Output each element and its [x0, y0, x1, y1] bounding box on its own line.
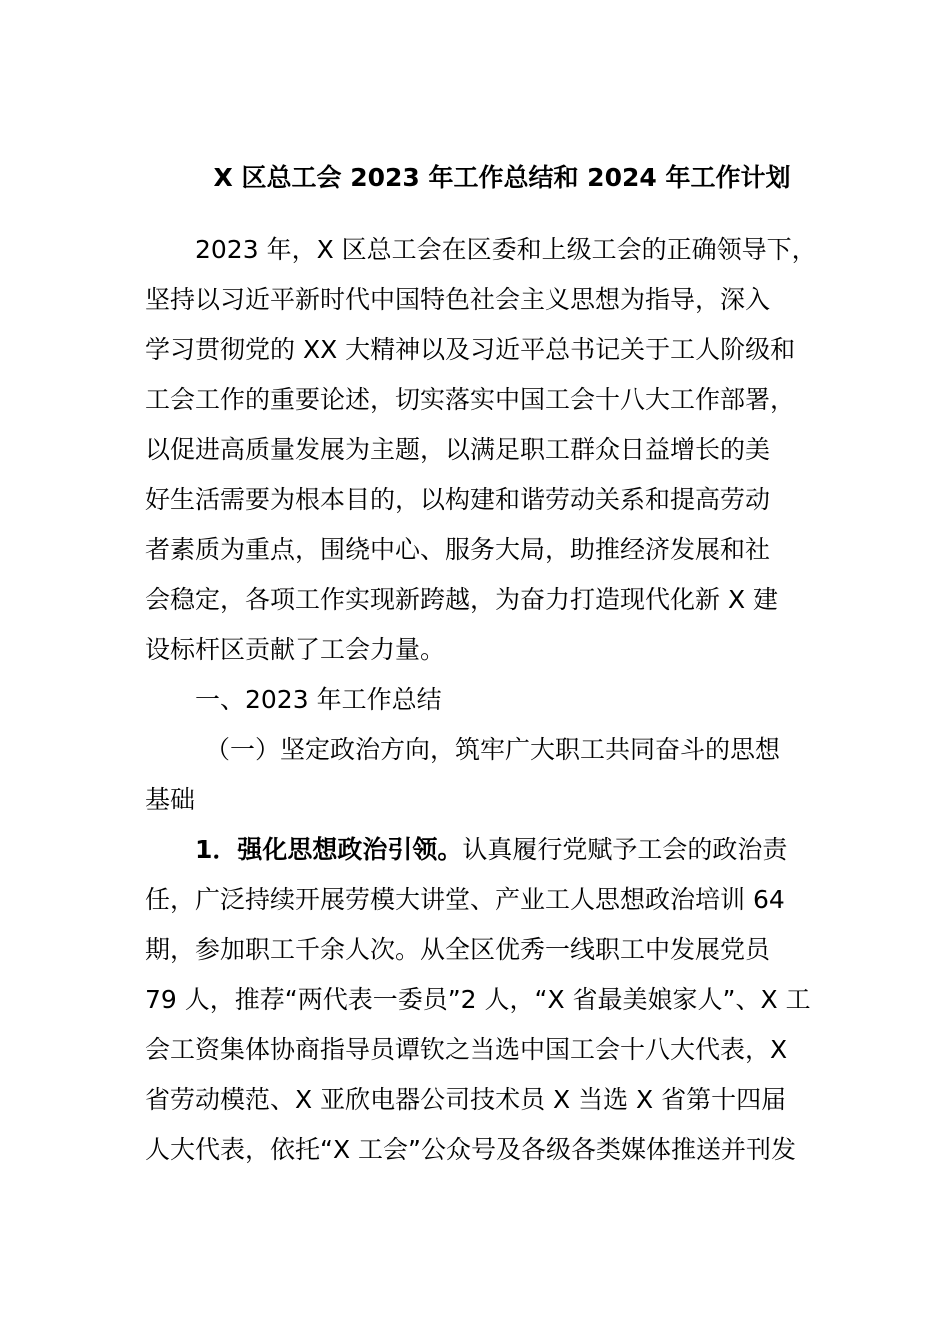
document-title: X 区总工会 2023 年工作总结和 2024 年工作计划 — [213, 163, 791, 192]
item-1-line-6: 省劳动模范、X 亚欣电器公司技术员 X 当选 X 省第十四届 — [145, 1085, 787, 1114]
item-1-line-3: 期，参加职工千余人次。从全区优秀一线职工中发展党员 — [145, 935, 771, 964]
intro-line-9: 设标杆区贡献了工会力量。 — [145, 635, 446, 664]
item-1-first-text: 认真履行党赋予工会的政治责 — [462, 835, 788, 864]
intro-line-3: 学习贯彻党的 XX 大精神以及习近平总书记关于工人阶级和 — [145, 335, 796, 364]
subsection-heading-line-2: 基础 — [145, 785, 196, 814]
intro-line-4: 工会工作的重要论述，切实落实中国工会十八大工作部署， — [145, 385, 796, 414]
item-1-heading: 1．强化思想政治引领。 — [195, 835, 463, 864]
item-1-line-5: 会工资集体协商指导员谭钦之当选中国工会十八大代表，X — [145, 1035, 788, 1064]
subsection-heading-line-1: （一）坚定政治方向，筑牢广大职工共同奋斗的思想 — [205, 735, 781, 764]
intro-line-5: 以促进高质量发展为主题，以满足职工群众日益增长的美 — [145, 435, 771, 464]
intro-line-1: 2023 年，X 区总工会在区委和上级工会的正确领导下， — [195, 235, 817, 264]
section-heading: 一、2023 年工作总结 — [195, 685, 442, 714]
intro-line-6: 好生活需要为根本目的，以构建和谐劳动关系和提高劳动 — [145, 485, 771, 514]
intro-line-2: 坚持以习近平新时代中国特色社会主义思想为指导，深入 — [145, 285, 771, 314]
item-1-line-2: 任，广泛持续开展劳模大讲堂、产业工人思想政治培训 64 — [145, 885, 785, 914]
item-1-line-7: 人大代表，依托“X 工会”公众号及各级各类媒体推送并刊发 — [145, 1135, 796, 1164]
item-1-first-line — [195, 830, 787, 870]
intro-line-7: 者素质为重点，围绕中心、服务大局，助推经济发展和社 — [145, 535, 771, 564]
intro-line-8: 会稳定，各项工作实现新跨越，为奋力打造现代化新 X 建 — [145, 585, 779, 614]
item-1-line-4: 79 人，推荐“两代表一委员”2 人，“X 省最美娘家人”、X 工 — [145, 985, 811, 1014]
